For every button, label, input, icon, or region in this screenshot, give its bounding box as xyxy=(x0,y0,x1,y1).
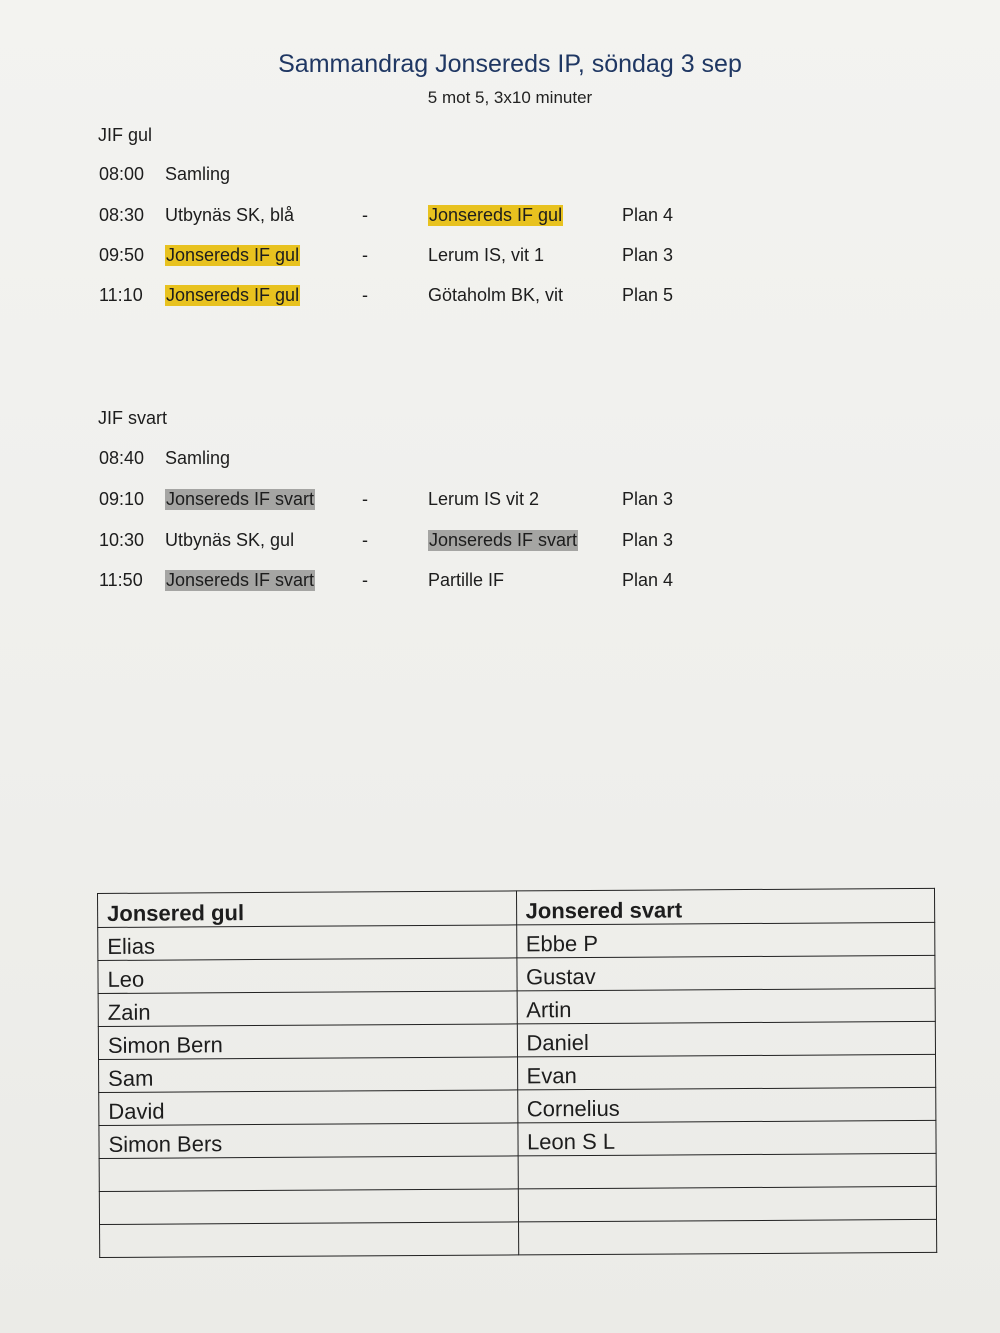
roster-cell-svart xyxy=(518,1219,937,1255)
roster-cell-gul xyxy=(100,1222,519,1258)
roster-header-row xyxy=(98,888,935,927)
pitch-label: Plan 5 xyxy=(622,285,674,305)
gathering-row-jif-svart xyxy=(0,448,1000,478)
roster-cell-gul: Zain xyxy=(98,991,517,1027)
gathering-text: Samling xyxy=(165,448,231,468)
roster-cell-svart: Gustav xyxy=(516,955,935,991)
match-time: 10:30 xyxy=(99,530,145,550)
match-row xyxy=(0,205,1000,235)
home-team: Utbynäs SK, blå xyxy=(165,205,295,225)
group-label-jif-gul: JIF gul xyxy=(98,125,153,145)
home-team: Jonsereds IF svart xyxy=(166,489,315,509)
pitch-label: Plan 4 xyxy=(622,570,674,590)
roster-row-empty xyxy=(100,1219,937,1257)
away-team: Götaholm BK, vit xyxy=(428,285,564,305)
roster-row xyxy=(99,1054,936,1092)
roster-row xyxy=(98,1021,935,1059)
match-row xyxy=(0,285,1000,315)
roster-cell-gul: David xyxy=(99,1090,518,1126)
roster-row-empty xyxy=(99,1186,936,1224)
roster-cell-svart: Daniel xyxy=(517,1021,936,1057)
pitch-label: Plan 4 xyxy=(622,205,674,225)
away-team: Jonsereds IF gul xyxy=(429,205,563,225)
away-team: Lerum IS vit 2 xyxy=(428,489,540,509)
match-row xyxy=(0,489,1000,519)
roster-header-gul: Jonsered gul xyxy=(98,891,517,928)
match-time: 11:50 xyxy=(99,570,143,590)
roster-cell-svart: Evan xyxy=(517,1054,936,1090)
match-row xyxy=(0,530,1000,560)
match-row xyxy=(0,245,1000,275)
roster-cell-gul: Simon Bern xyxy=(98,1024,517,1060)
pitch-label: Plan 3 xyxy=(622,530,674,550)
away-team: Partille IF xyxy=(428,570,505,590)
roster-row xyxy=(98,922,935,960)
roster-cell-svart xyxy=(518,1153,937,1189)
match-time: 09:10 xyxy=(99,489,145,509)
match-separator: - xyxy=(362,570,368,590)
page-title: Sammandrag Jonsereds IP, söndag 3 sep xyxy=(278,50,742,78)
match-time: 08:30 xyxy=(99,205,145,225)
group-label-jif-svart: JIF svart xyxy=(98,408,168,428)
roster-cell-svart: Cornelius xyxy=(517,1087,936,1123)
gathering-row-jif-gul xyxy=(0,164,1000,194)
roster-cell-svart: Leon S L xyxy=(517,1120,936,1156)
roster-cell-gul: Simon Bers xyxy=(99,1123,518,1159)
match-separator: - xyxy=(362,205,368,225)
roster-cell-gul: Sam xyxy=(99,1057,518,1093)
roster-cell-svart: Artin xyxy=(517,988,936,1024)
roster-row-empty xyxy=(99,1153,936,1191)
roster-cell-gul xyxy=(99,1189,518,1225)
roster-cell-gul: Leo xyxy=(98,958,517,994)
roster-row xyxy=(99,1120,936,1158)
pitch-label: Plan 3 xyxy=(622,245,674,265)
gathering-time: 08:00 xyxy=(99,164,145,184)
gathering-time: 08:40 xyxy=(99,448,145,468)
gathering-text: Samling xyxy=(165,164,231,184)
match-separator: - xyxy=(362,245,368,265)
roster-table xyxy=(97,888,937,1258)
roster-cell-svart xyxy=(518,1186,937,1222)
match-row xyxy=(0,570,1000,600)
home-team: Jonsereds IF gul xyxy=(166,245,300,265)
home-team: Utbynäs SK, gul xyxy=(165,530,295,550)
roster-cell-gul: Elias xyxy=(98,925,517,961)
home-team: Jonsereds IF svart xyxy=(166,570,315,590)
match-separator: - xyxy=(362,530,368,550)
away-team: Lerum IS, vit 1 xyxy=(428,245,545,265)
roster-row xyxy=(99,1087,936,1125)
roster-cell-svart: Ebbe P xyxy=(516,922,935,958)
home-team: Jonsereds IF gul xyxy=(166,285,300,305)
match-separator: - xyxy=(362,285,368,305)
match-time: 09:50 xyxy=(99,245,145,265)
away-team: Jonsereds IF svart xyxy=(429,530,578,550)
roster-cell-gul xyxy=(99,1156,518,1192)
roster-row xyxy=(98,988,935,1026)
roster-row xyxy=(98,955,935,993)
pitch-label: Plan 3 xyxy=(622,489,674,509)
roster-header-svart: Jonsered svart xyxy=(516,888,935,925)
page-subtitle: 5 mot 5, 3x10 minuter xyxy=(427,88,593,107)
match-separator: - xyxy=(362,489,368,509)
match-time: 11:10 xyxy=(99,285,143,305)
